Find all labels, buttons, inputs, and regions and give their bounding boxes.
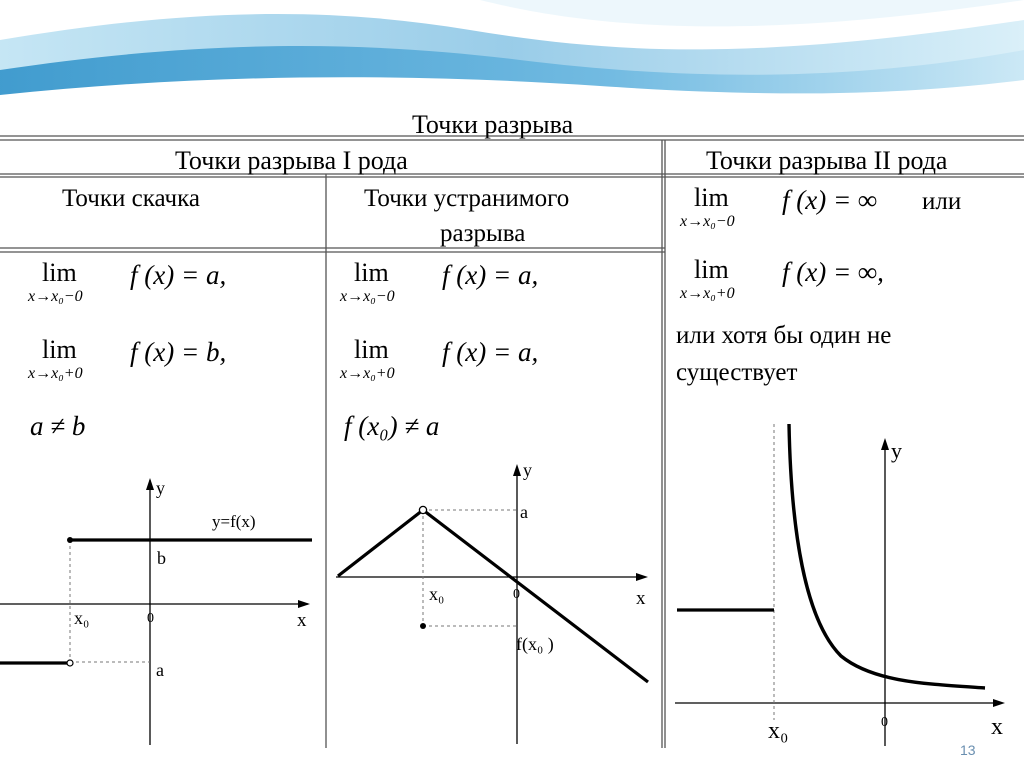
lim-word: lim [42, 335, 77, 364]
open-point [67, 660, 73, 666]
x-label: x [297, 610, 307, 631]
note-line1: или хотя бы один не [676, 322, 892, 349]
x0-label: x₀ [429, 584, 445, 604]
x-axis-arrow [636, 573, 648, 581]
y-label: y [891, 438, 902, 463]
limit-subscript: x→x₀−0 [340, 288, 395, 305]
y-axis-arrow [513, 464, 521, 476]
origin-label: 0 [513, 587, 520, 602]
x-axis-arrow [298, 600, 310, 608]
header-wave-banner [0, 0, 1024, 108]
filled-point [420, 623, 426, 629]
note-line2: существует [676, 359, 798, 386]
fx0-label: f(x₀ ) [516, 634, 554, 654]
or-word: или [922, 188, 962, 215]
lim-word: lim [354, 335, 389, 364]
filled-point [67, 537, 73, 543]
kind2-header: Точки разрыва II рода [706, 146, 948, 175]
origin-label: 0 [147, 611, 154, 626]
y-label: y [523, 460, 532, 480]
jump-header: Точки скачка [62, 185, 200, 212]
x-axis-arrow [993, 699, 1005, 707]
x-label: x [636, 588, 646, 609]
removable-discontinuity-graph [326, 460, 662, 748]
x-label: x [991, 714, 1003, 740]
lim-word: lim [694, 255, 729, 284]
y-axis-arrow [146, 478, 154, 490]
limit-subscript: x→x₀−0 [680, 213, 735, 230]
limit-expression: f (x) = ∞ [782, 185, 878, 215]
b-label: b [157, 548, 166, 568]
a-label: a [156, 660, 164, 680]
page-number: 13 [960, 742, 976, 758]
lim-word: lim [354, 258, 389, 287]
x0-label: x₀ [768, 718, 789, 744]
limit-subscript: x→x₀+0 [680, 285, 735, 302]
hyperbola-branch [789, 424, 985, 688]
curve-label: y=f(x) [212, 512, 256, 531]
origin-label: 0 [881, 715, 888, 730]
limit-expression: f (x) = a, [442, 260, 539, 290]
table-title: Точки разрыва [412, 110, 574, 139]
open-point [419, 506, 426, 513]
limit-subscript: x→x₀+0 [28, 365, 83, 382]
infinite-discontinuity-graph [665, 420, 1024, 748]
x0-label: x₀ [74, 608, 90, 628]
removable-condition: f (x₀) ≠ a [344, 411, 440, 441]
function-line [338, 510, 648, 682]
y-label: y [156, 478, 165, 498]
lim-word: lim [42, 258, 77, 287]
limit-expression: f (x) = ∞, [782, 257, 884, 287]
removable-header-line1: Точки устранимого [364, 185, 570, 212]
lim-word: lim [694, 183, 729, 212]
limit-expression: f (x) = a, [130, 260, 227, 290]
a-label: a [520, 502, 528, 522]
limit-subscript: x→x₀+0 [340, 365, 395, 382]
removable-header-line2: разрыва [440, 220, 526, 247]
kind1-header: Точки разрыва I рода [175, 146, 408, 175]
limit-expression: f (x) = a, [442, 337, 539, 367]
y-axis-arrow [881, 438, 889, 450]
jump-condition: a ≠ b [30, 411, 86, 441]
limit-expression: f (x) = b, [130, 337, 227, 367]
jump-discontinuity-graph [0, 470, 326, 748]
limit-subscript: x→x₀−0 [28, 288, 83, 305]
